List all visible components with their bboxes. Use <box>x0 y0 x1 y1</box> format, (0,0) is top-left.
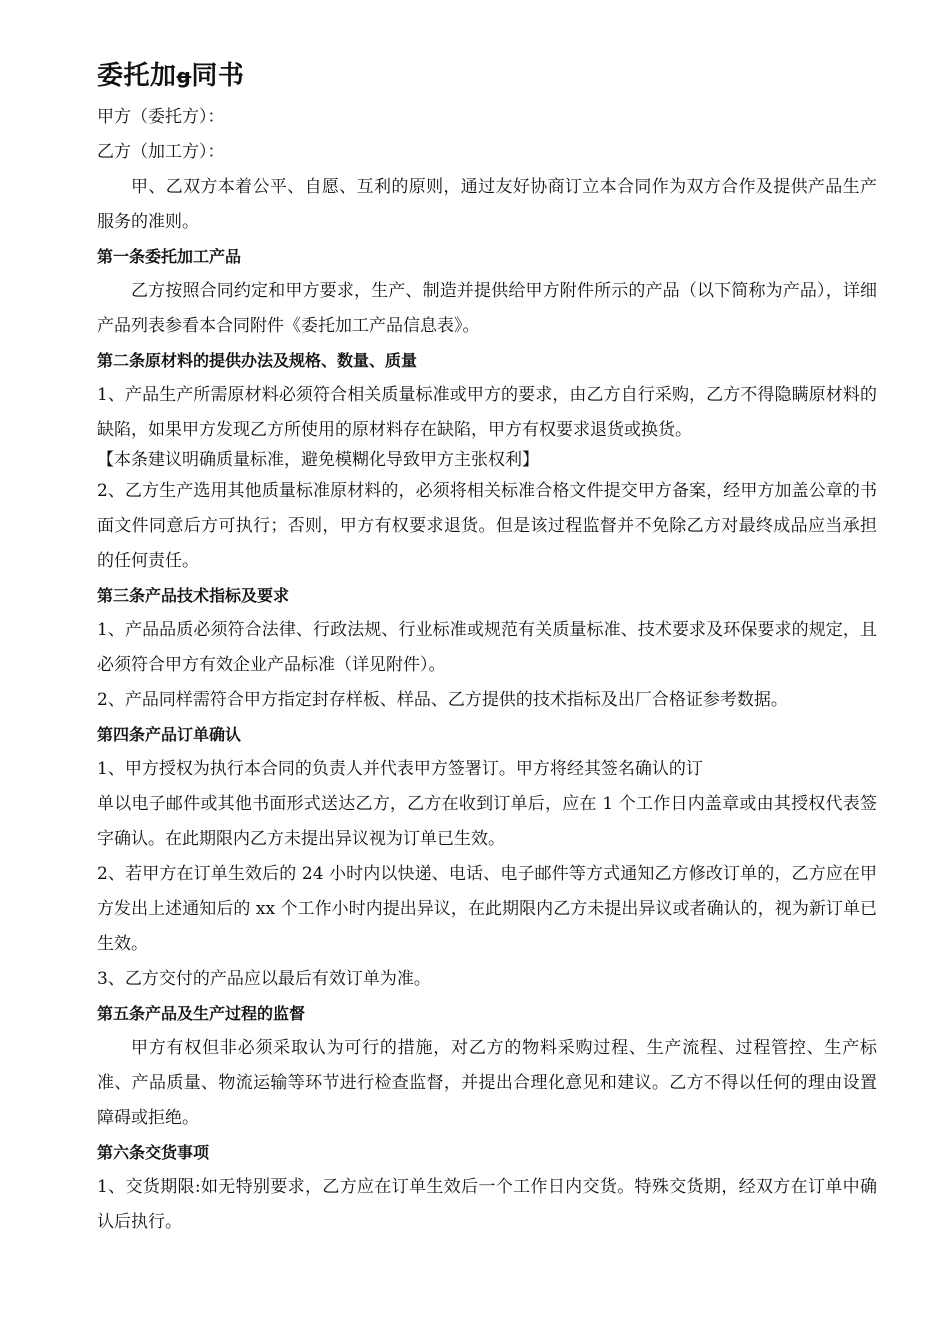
section-4-clause-1a: 1、甲方授权为执行本合同的负责人并代表甲方签署订。甲方将经其签名确认的订 <box>97 759 703 779</box>
section-4-clause-1b: 单以电子邮件或其他书面形式送达乙方，乙方在收到订单后，应在 1 个工作日内盖章或由其授权代表签字确认。在此期限内乙方未提出异议视为订单已生效。 <box>97 794 877 849</box>
section-6-clause-1: 1、交货期限:如无特别要求，乙方应在订单生效后一个工作日内交货。特殊交货期，经双方在订单中确认后执行。 <box>97 1177 877 1232</box>
contract-document <box>97 58 877 1240</box>
section-1-paragraph: 乙方按照合同约定和甲方要求，生产、制造并提供给甲方附件所示的产品（以下简称为产品），详细产品列表参看本合同附件《委托加工产品信息表》。 <box>97 281 877 336</box>
section-3-clause-2: 2、产品同样需符合甲方指定封存样板、样品、乙方提供的技术指标及出厂合格证参考数据。 <box>97 690 788 710</box>
title-suffix: 同书 <box>191 61 245 91</box>
section-4-clause-3: 3、乙方交付的产品应以最后有效订单为准。 <box>97 969 431 989</box>
section-2-heading: 第二条原材料的提供办法及规格、数量、质量 <box>97 351 418 370</box>
title-prefix: 委托加 <box>97 61 177 91</box>
section-6-heading: 第六条交货事项 <box>97 1143 210 1162</box>
party-a-line: 甲方（委托方）： <box>97 107 225 127</box>
section-5-heading: 第五条产品及生产过程的监督 <box>97 1004 306 1023</box>
preamble-paragraph: 甲、乙双方本着公平、自愿、互利的原则，通过友好协商订立本合同作为双方合作及提供产品生产服务的准则。 <box>97 177 877 232</box>
section-3-clause-1: 1、产品品质必须符合法律、行政法规、行业标准或规范有关质量标准、技术要求及环保要求的规定，且必须符合甲方有效企业产品标准（详见附件）。 <box>97 620 877 675</box>
section-2-note: 【本条建议明确质量标准，避免模糊化导致甲方主张权利】 <box>97 450 539 470</box>
section-1-heading: 第一条委托加工产品 <box>97 247 242 266</box>
section-4-clause-2: 2、若甲方在订单生效后的 24 小时内以快递、电话、电子邮件等方式通知乙方修改订单的，乙方应在甲方发出上述通知后的 xx 个工作小时内提出异议，在此期限内乙方未提出异议或者确认的，视为新订单已生效。 <box>97 864 877 954</box>
section-5-paragraph: 甲方有权但非必须采取认为可行的措施，对乙方的物料采购过程、生产流程、过程管控、生产标准、产品质量、物流运输等环节进行检查监督，并提出合理化意见和建议。乙方不得以任何的理由设置障碍或拒绝。 <box>97 1038 877 1128</box>
section-3-heading: 第三条产品技术指标及要求 <box>97 586 290 605</box>
section-4-heading: 第四条产品订单确认 <box>97 725 242 744</box>
section-2-clause-2: 2、乙方生产选用其他质量标准原材料的，必须将相关标准合格文件提交甲方备案，经甲方加盖公章的书面文件同意后方可执行；否则，甲方有权要求退货。但是该过程监督并不免除乙方对最终成品应当承担的任何责任。 <box>97 481 877 571</box>
title-struck-char: g <box>176 64 192 88</box>
section-2-clause-1: 1、产品生产所需原材料必须符合相关质量标准或甲方的要求，由乙方自行采购，乙方不得隐瞒原材料的缺陷，如果甲方发现乙方所使用的原材料存在缺陷，甲方有权要求退货或换货。 <box>97 385 877 440</box>
party-b-line: 乙方（加工方）： <box>97 142 225 162</box>
document-title <box>97 58 877 94</box>
